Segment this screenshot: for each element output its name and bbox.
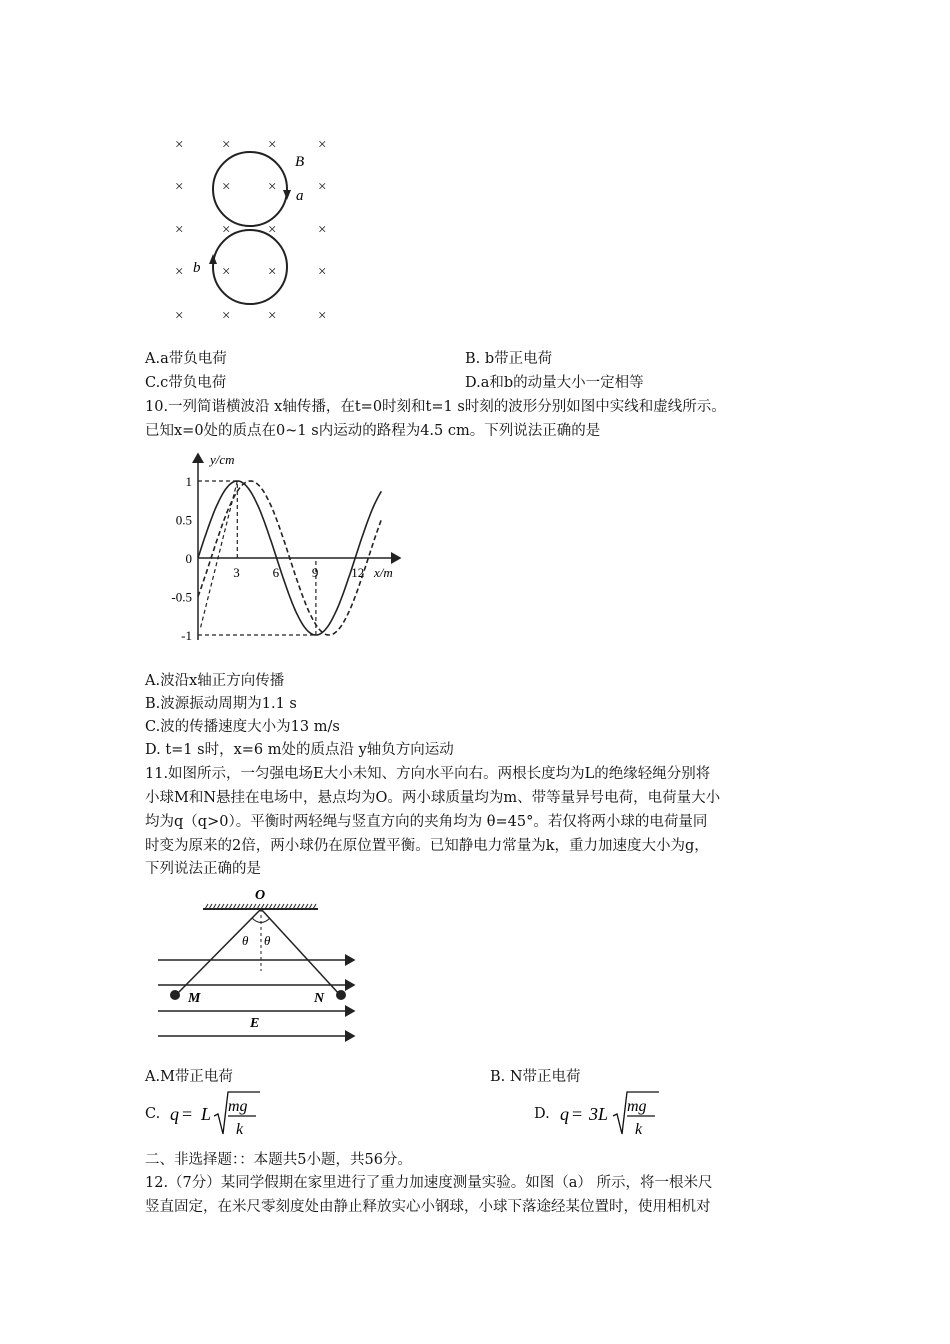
svg-text:k: k bbox=[236, 1121, 244, 1138]
svg-text:=: = bbox=[182, 1104, 193, 1124]
theta-left: θ bbox=[242, 933, 249, 948]
rope-M bbox=[176, 909, 261, 995]
svg-text:mg: mg bbox=[627, 1098, 647, 1115]
q11-stem-line4: 时变为原来的2倍，两小球仍在原位置平衡。已知静电力常量为k，重力加速度大小为g， bbox=[145, 838, 709, 854]
svg-text:=: = bbox=[572, 1104, 583, 1124]
q11-option-c-formula bbox=[168, 1086, 268, 1142]
q10-option-b: B.波源振动周期为1.1 s bbox=[145, 696, 297, 712]
cross-mark: × bbox=[318, 179, 327, 195]
cross-mark: × bbox=[222, 264, 231, 280]
q10-option-c: C.波的传播速度大小为13 m/s bbox=[145, 719, 340, 735]
q12-stem-line1: 12.（7分）某同学假期在家里进行了重力加速度测量实验。如图（a） 所示，将一根米尺 bbox=[145, 1175, 713, 1191]
path-label-b: b bbox=[193, 260, 201, 276]
x-tick-label: 12 bbox=[351, 565, 365, 580]
cross-mark: × bbox=[175, 308, 184, 324]
cross-mark: × bbox=[268, 222, 277, 238]
x-axis-label: x/m bbox=[374, 565, 393, 580]
cross-mark: × bbox=[222, 308, 231, 324]
q9-option-d: D.a和b的动量大小一定相等 bbox=[465, 375, 644, 391]
electric-field-figure bbox=[158, 885, 370, 1045]
q11-stem-line2: 小球M和N悬挂在电场中，悬点均为O。两小球质量均为m、带等量异号电荷，电荷量大小 bbox=[145, 790, 721, 806]
q10-stem-line2: 已知x=0处的质点在0~1 s内运动的路程为4.5 cm。下列说法正确的是 bbox=[145, 423, 601, 439]
q11-option-b: B. N带正电荷 bbox=[490, 1069, 581, 1085]
cross-mark: × bbox=[222, 222, 231, 238]
path-label-a: a bbox=[296, 188, 304, 204]
cross-mark: × bbox=[268, 308, 277, 324]
field-label-E: E bbox=[250, 1016, 260, 1031]
svg-text:q: q bbox=[170, 1104, 179, 1124]
y-tick-label: 1 bbox=[185, 474, 192, 489]
theta-right: θ bbox=[264, 933, 271, 948]
q11-option-c-prefix: C. bbox=[145, 1106, 161, 1122]
ball-label-M: M bbox=[188, 991, 201, 1006]
y-axis-label: y/cm bbox=[210, 452, 235, 467]
cross-mark: × bbox=[318, 222, 327, 238]
y-tick-label: -0.5 bbox=[171, 589, 192, 605]
q9-option-b: B. b带正电荷 bbox=[465, 351, 553, 367]
cross-mark: × bbox=[175, 264, 184, 280]
cross-mark: × bbox=[318, 137, 327, 153]
cross-mark: × bbox=[268, 179, 277, 195]
cross-mark: × bbox=[318, 264, 327, 280]
magnetic-field-figure bbox=[160, 128, 350, 333]
cross-mark: × bbox=[268, 264, 277, 280]
cross-mark: × bbox=[268, 137, 277, 153]
field-label-B: B bbox=[295, 154, 305, 170]
cross-mark: × bbox=[175, 137, 184, 153]
svg-text:3L: 3L bbox=[589, 1104, 609, 1124]
q11-option-a: A.M带正电荷 bbox=[145, 1069, 233, 1085]
svg-text:k: k bbox=[635, 1121, 643, 1138]
x-tick-label: 3 bbox=[233, 565, 240, 580]
y-tick-label: -1 bbox=[181, 628, 192, 643]
y-tick-label: 0 bbox=[185, 551, 192, 566]
pivot-label-O: O bbox=[255, 888, 266, 903]
x-tick-label: 6 bbox=[272, 565, 280, 580]
q9-option-a: A.a带负电荷 bbox=[145, 351, 227, 367]
svg-text:L: L bbox=[201, 1104, 212, 1124]
q11-stem-line5: 下列说法正确的是 bbox=[145, 861, 261, 877]
cross-mark: × bbox=[222, 179, 231, 195]
svg-text:mg: mg bbox=[228, 1098, 248, 1115]
y-tick-label: 0.5 bbox=[175, 512, 192, 528]
x-tick-label: 9 bbox=[311, 565, 319, 580]
q11-option-d-prefix: D. bbox=[534, 1106, 550, 1122]
ball-N bbox=[336, 990, 346, 1000]
q12-stem-line2: 竖直固定，在米尺零刻度处由静止释放实心小钢球，小球下落途经某位置时，使用相机对 bbox=[145, 1199, 711, 1215]
section-2-heading: 二、非选择题：：本题共5小题，共56分。 bbox=[145, 1152, 412, 1168]
cross-mark: × bbox=[175, 222, 184, 238]
q10-option-a: A.波沿x轴正方向传播 bbox=[145, 673, 285, 689]
rope-N bbox=[261, 909, 340, 995]
cross-mark: × bbox=[222, 137, 231, 153]
q11-stem-line1: 11.如图所示，一匀强电场E大小未知、方向水平向右。两根长度均为L的绝缘轻绳分别将 bbox=[145, 766, 711, 782]
q9-option-c: C.c带负电荷 bbox=[145, 375, 227, 391]
q11-option-d-formula bbox=[558, 1086, 668, 1142]
q10-stem-line1: 10.一列简谐横波沿 x轴传播，在t=0时刻和t=1 s时刻的波形分别如图中实线和虚线所示。 bbox=[145, 399, 726, 415]
wave-chart bbox=[160, 444, 420, 664]
cross-mark: × bbox=[175, 179, 184, 195]
arrow-a-icon bbox=[283, 190, 291, 200]
q10-option-d: D. t=1 s时，x=6 m处的质点沿 y轴负方向运动 bbox=[145, 742, 454, 758]
ball-label-N: N bbox=[314, 991, 325, 1006]
q11-stem-line3: 均为q（q>0）。平衡时两轻绳与竖直方向的夹角均为 θ=45°。若仅将两小球的电荷量同 bbox=[145, 814, 708, 830]
svg-text:q: q bbox=[560, 1104, 569, 1124]
ball-M bbox=[170, 990, 180, 1000]
cross-mark: × bbox=[318, 308, 327, 324]
